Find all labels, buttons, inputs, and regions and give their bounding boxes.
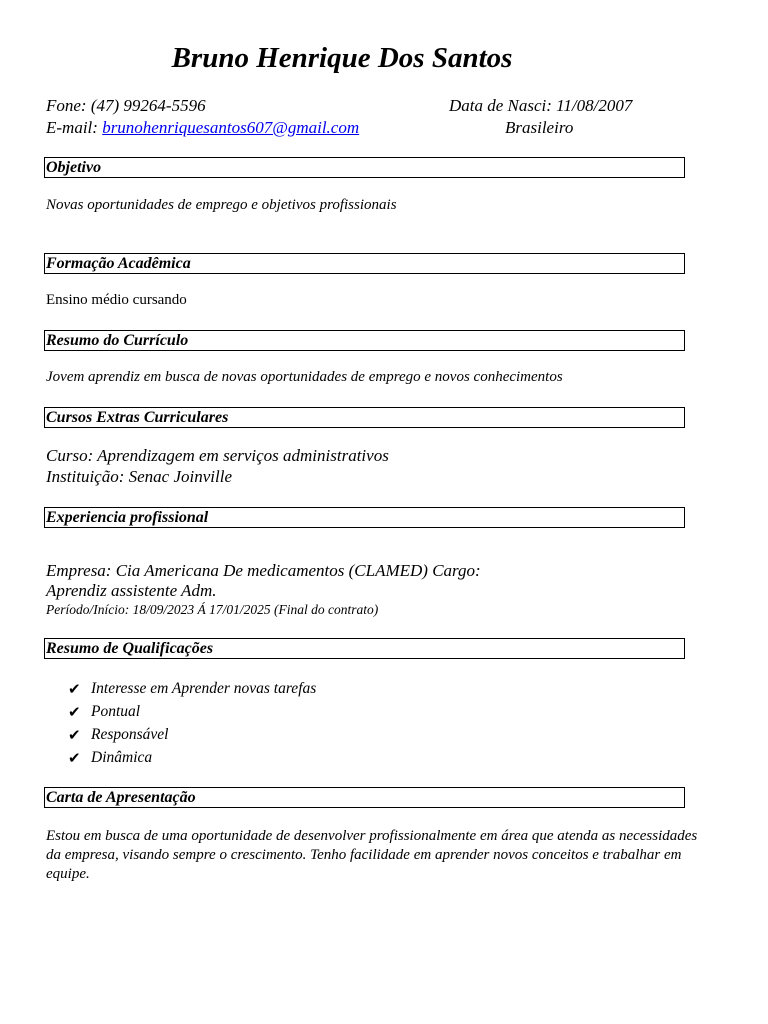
email-label: E-mail:	[46, 118, 103, 137]
empresa-text: Empresa: Cia Americana De medicamentos (CLAMED) Cargo:	[46, 561, 481, 580]
nationality-text: Brasileiro	[505, 118, 574, 137]
qualificacao-item: Pontual	[91, 703, 141, 720]
resume-name: Bruno Henrique Dos Santos	[171, 42, 513, 74]
section-objetivo-header: Objetivo	[44, 157, 685, 178]
formacao-text: Ensino médio cursando	[46, 292, 187, 308]
qualificacao-item: Dinâmica	[91, 749, 153, 766]
instituicao-text: Instituição: Senac Joinville	[46, 467, 232, 486]
check-icon: ✔	[68, 682, 81, 698]
email-link[interactable]: brunohenriquesantos607@gmail.com	[102, 118, 360, 137]
section-carta-header: Carta de Apresentação	[44, 787, 685, 808]
check-icon: ✔	[68, 705, 81, 721]
section-qualificacoes-header: Resumo de Qualificações	[44, 638, 685, 659]
curso-text: Curso: Aprendizagem em serviços administrativos	[46, 446, 389, 465]
objetivo-text: Novas oportunidades de emprego e objetivos profissionais	[46, 197, 397, 213]
birth-date-text: Data de Nasci: 11/08/2007	[449, 96, 633, 115]
carta-text: Estou em busca de uma oportunidade de desenvolver profissionalmente em área que atenda as necessidades da empresa, visando sempre o crescimento. Tenho facilidade em aprender novos conceitos e trabalhar em equipe.	[46, 828, 698, 882]
qualificacao-item: Interesse em Aprender novas tarefas	[91, 680, 317, 697]
section-cursos-header: Cursos Extras Curriculares	[44, 407, 685, 428]
section-experiencia-header: Experiencia profissional	[44, 507, 685, 528]
resumo-text: Jovem aprendiz em busca de novas oportunidades de emprego e novos conhecimentos	[46, 369, 563, 385]
section-resumo-header: Resumo do Currículo	[44, 330, 685, 351]
section-formacao-header: Formação Acadêmica	[44, 253, 685, 274]
check-icon: ✔	[68, 751, 81, 767]
check-icon: ✔	[68, 728, 81, 744]
cargo-text: Aprendiz assistente Adm.	[46, 581, 217, 600]
phone-text: Fone: (47) 99264-5596	[46, 96, 206, 115]
periodo-text: Período/Início: 18/09/2023 Á 17/01/2025 (Final do contrato)	[46, 602, 379, 617]
qualificacao-item: Responsável	[91, 726, 169, 743]
email-line	[46, 118, 359, 138]
